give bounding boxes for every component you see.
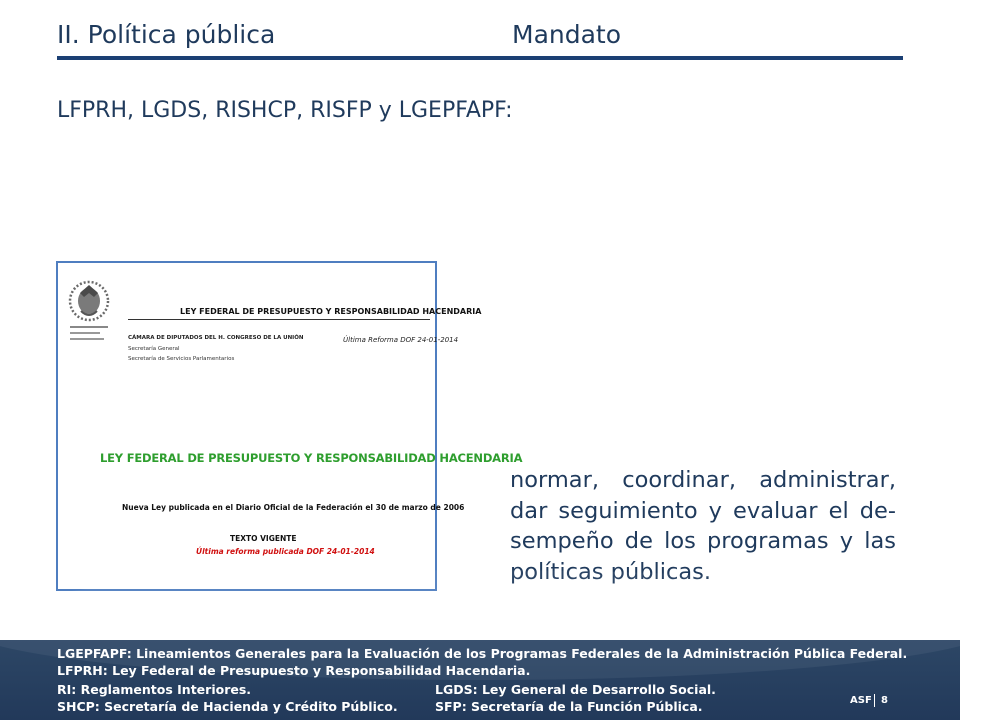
document-publication-note: Nueva Ley publicada en el Diario Oficial de la Federación el 30 de marzo de 2006 [122,503,465,512]
document-last-reform-bottom: Última reforma publicada DOF 24-01-2014 [196,547,375,556]
mexican-coat-of-arms-icon [66,271,112,363]
document-parliamentary-services: Secretaría de Servicios Parlamentarios [128,356,235,362]
footer-acronym-lfprh: LFPRH: Ley Federal de Presupuesto y Responsabilidad Hacendaria. [57,663,531,678]
law-document-image [56,261,523,591]
document-header-title: LEY FEDERAL DE PRESUPUESTO Y RESPONSABILIDAD HACENDARIA [180,307,482,316]
document-general-secretariat: Secretaría General [128,346,180,352]
mandate-text: normar, coordinar, administrar, dar seguimiento y evaluar el de-sempeño de los programas y las políticas públicas. [510,467,896,585]
page-number: 8 [881,695,888,706]
footer-acronym-lgepfapf: LGEPFAPF: Lineamientos Generales para la Evaluación de los Programas Federales de la Administración Pública Federal. [57,646,908,661]
document-main-title: LEY FEDERAL DE PRESUPUESTO Y RESPONSABILIDAD HACENDARIA [100,451,523,465]
section-title: II. Política pública [57,20,276,49]
document-texto-vigente: TEXTO VIGENTE [230,534,297,543]
document-chamber: CÁMARA DE DIPUTADOS DEL H. CONGRESO DE LA UNIÓN [128,335,304,341]
document-header-rule [128,319,430,320]
laws-subtitle: LFPRH, LGDS, RISHCP, RISFP y LGEPFAPF: [57,98,513,123]
asf-label: ASF [850,695,872,706]
footer-acronym-lgds: LGDS: Ley General de Desarrollo Social. [435,682,716,697]
footer-acronym-shcp: SHCP: Secretaría de Hacienda y Crédito Público. [57,699,398,714]
section-subtitle: Mandato [512,20,622,49]
footer-acronym-ri: RI: Reglamentos Interiores. [57,682,252,697]
header-divider [57,56,903,60]
page-separator [874,694,875,707]
document-last-reform-top: Última Reforma DOF 24-01-2014 [343,336,459,344]
footer-acronym-sfp: SFP: Secretaría de la Función Pública. [435,699,703,714]
